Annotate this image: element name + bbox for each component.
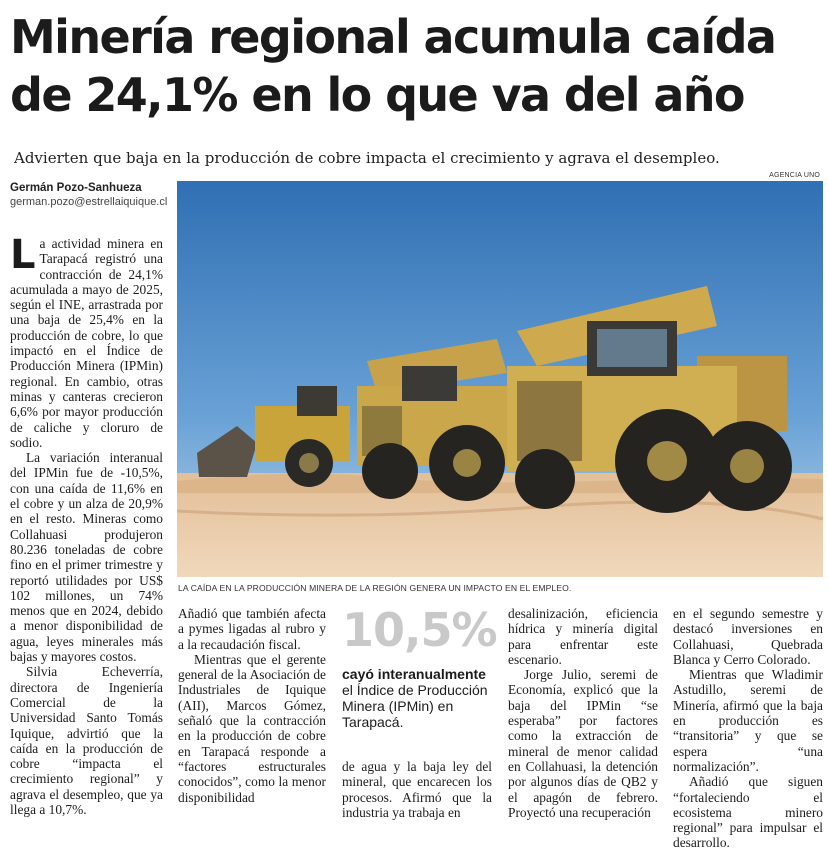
- stat-label: [342, 666, 494, 730]
- headline-line-1: Minería regional acumula caída: [10, 10, 776, 64]
- article-paragraph: La variación interanual del IPMin fue de -10,5%, con una caída de 11,6% en el cobre y un alza de 20,9% en el resto. Mineras como Collahuasi produjeron 80.236 toneladas de cobre fino en el primer trimestre y reportó utilidades por US$ 102 millones, un 74% menos que en 2024, debido a menor disponibilidad de agua, leyes minerales más bajas y mayores costos.: [10, 450, 163, 665]
- article-paragraph: a actividad minera en Tarapacá registró una contracción de 24,1% acumulada a mayo de 2025, según el INE, arrastrada por una baja de 25,4% en la producción de cobre, lo que impactó en el Índice de Producción Minera (IPMin) regional. En cambio, otras minas y canteras crecieron 6,6% por mayor producción de caliche y cloruro de sodio.: [10, 236, 163, 450]
- stat-label-bold: cayó interanualmente: [342, 666, 486, 682]
- article-paragraph: Añadió que siguen “fortaleciendo el ecosistema minero regional” para impulsar el desarrollo.: [673, 774, 823, 851]
- article-column-2: [178, 606, 326, 828]
- article-column-5: [673, 606, 823, 851]
- article-column-3: [342, 759, 492, 827]
- headline: [10, 8, 820, 124]
- article-paragraph: Mientras que el gerente general de la Asociación de Industriales de Iquique (AII), Marcos Gómez, señaló que la contracción en la producción de cobre en Tarapacá responde a “factores estructurales conocidos”, como la menor disponibilidad: [178, 651, 326, 805]
- article-paragraph: Silvia Echeverría, directora de Ingeniería Comercial de la Universidad Santo Tomás Iquique, advirtió que la caída en la producción de cobre “impacta el crecimiento regional” y agrava el desempleo, que ya llega a 10,7%.: [10, 664, 163, 817]
- article-paragraph: desalinización, eficiencia hídrica y minería digital para enfrentar este escenario.: [508, 606, 658, 667]
- article-photo: [177, 181, 823, 577]
- article-paragraph: Mientras que Wladimir Astudillo, seremi de Minería, afirmó que la baja en producción es “transitoria” y que se espera “una normalización”.: [673, 667, 823, 774]
- stat-label-rest: el Índice de Producción Minera (IPMin) en Tarapacá.: [342, 682, 488, 730]
- photo-caption: LA CAÍDA EN LA PRODUCCIÓN MINERA DE LA REGIÓN GENERA UN IMPACTO EN EL EMPLEO.: [178, 583, 572, 593]
- subheadline: Advierten que baja en la producción de cobre impacta el crecimiento y agrava el desempleo.: [14, 149, 720, 167]
- article-paragraph: Jorge Julio, seremi de Economía, explicó que la baja del IPMin “se esperaba” por factores como la extracción de mineral de menor calidad en Collahuasi, la detención por algunos días de QB2 y el apagón de febrero. Proyectó una recuperación: [508, 667, 658, 820]
- photo-credit: AGENCIA UNO: [769, 172, 820, 179]
- headline-line-2: de 24,1% en lo que va del año: [10, 68, 744, 122]
- author-name: Germán Pozo-Sanhueza: [10, 182, 142, 194]
- stat-callout: [342, 603, 497, 744]
- byline: [10, 181, 175, 209]
- stat-value: 10,5%: [342, 603, 497, 657]
- mining-trucks-illustration: [177, 181, 823, 577]
- article-column-1: [10, 232, 163, 826]
- drop-cap: L: [10, 232, 36, 278]
- article-paragraph: de agua y la baja ley del mineral, que encarecen los procesos. Afirmó que la industria ya trabaja en: [342, 759, 492, 820]
- author-email[interactable]: german.pozo@estrellaiquique.cl: [10, 196, 168, 208]
- article-paragraph: en el segundo semestre y destacó inversiones en Collahuasi, Quebrada Blanca y Cerro Colorado.: [673, 606, 823, 667]
- article-column-4: [508, 606, 658, 828]
- article-paragraph: Añadió que también afecta a pymes ligadas al rubro y a la recaudación fiscal.: [178, 606, 326, 652]
